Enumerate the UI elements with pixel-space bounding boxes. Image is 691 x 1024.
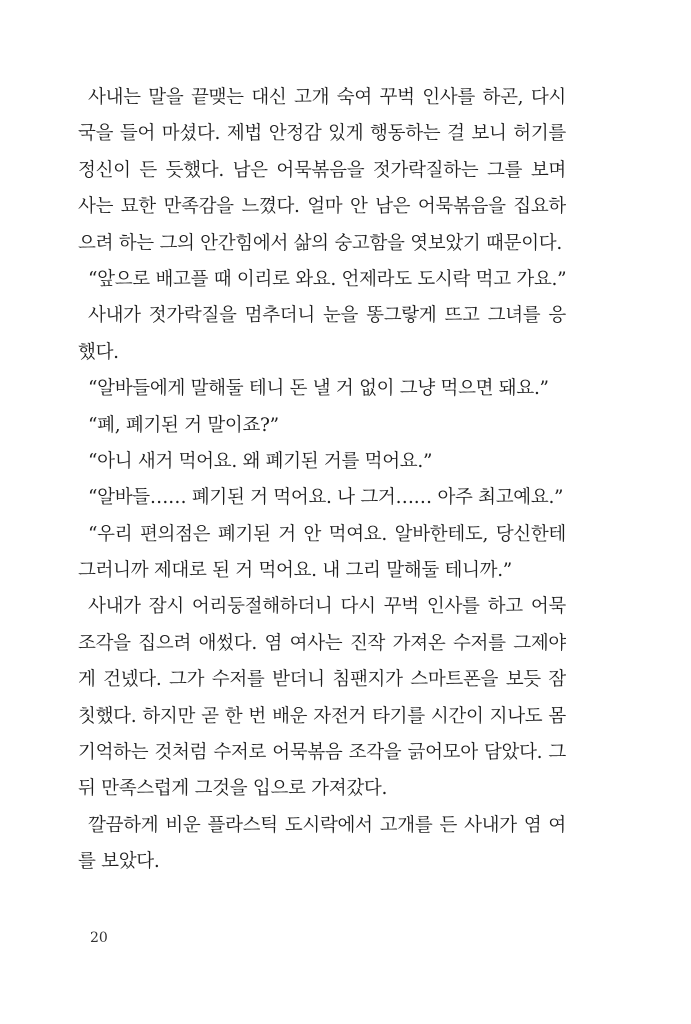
paragraph: [78, 517, 566, 590]
text-line: “우리 편의점은 폐기된 거 안 먹여요. 알바한테도, 당신한테: [88, 523, 566, 545]
text-line: 깔끔하게 비운 플라스틱 도시락에서 고개를 든 사내가 염 여: [88, 814, 566, 836]
paragraph: [78, 298, 566, 371]
text-line: 를 보았다.: [78, 851, 160, 873]
paragraph: [78, 808, 566, 881]
text-line: 했다.: [78, 341, 119, 363]
text-line: 사는 묘한 만족감을 느꼈다. 얼마 안 남은 어묵볶음을 집요하: [78, 196, 566, 218]
text-line: 사내가 젓가락질을 멈추더니 눈을 똥그랗게 뜨고 그녀를 응: [88, 305, 566, 327]
text-line: 칫했다. 하지만 곧 한 번 배운 자전거 타기를 시간이 지나도 몸: [78, 705, 566, 727]
text-line: “앞으로 배고플 때 이리로 와요. 언제라도 도시락 먹고 가요.”: [88, 268, 567, 290]
text-line: “폐, 폐기된 거 말이죠?”: [88, 414, 279, 436]
text-line: 게 건넸다. 그가 수저를 받더니 침팬지가 스마트폰을 보듯 잠: [78, 669, 566, 691]
text-line: 사내가 잠시 어리둥절해하더니 다시 꾸벅 인사를 하고 어묵: [88, 596, 566, 618]
text-line: 국을 들어 마셨다. 제법 안정감 있게 행동하는 걸 보니 허기를: [78, 123, 566, 145]
paragraph: [78, 589, 566, 807]
page-number: 20: [90, 930, 108, 946]
paragraph: [78, 480, 566, 516]
text-line: 기억하는 것처럼 수저로 어묵볶음 조각을 긁어모아 담았다. 그: [78, 742, 566, 764]
paragraph: [78, 444, 566, 480]
text-line: “알바들에게 말해둘 테니 돈 낼 거 없이 그냥 먹으면 돼요.”: [88, 378, 549, 400]
text-line: “알바들…… 폐기된 거 먹어요. 나 그거…… 아주 최고예요.”: [88, 487, 564, 509]
paragraph: [78, 262, 566, 298]
paragraph: [78, 408, 566, 444]
text-line: 조각을 집으려 애썼다. 염 여사는 진작 가져온 수저를 그제야: [78, 632, 566, 654]
paragraph: [78, 80, 566, 262]
text-line: 정신이 든 듯했다. 남은 어묵볶음을 젓가락질하는 그를 보며: [78, 159, 566, 181]
text-line: “아니 새거 먹어요. 왜 폐기된 거를 먹어요.”: [88, 450, 433, 472]
body-text: [78, 80, 566, 881]
text-line: 그러니까 제대로 된 거 먹어요. 내 그리 말해둘 테니까.”: [78, 560, 512, 582]
text-line: 사내는 말을 끝맺는 대신 고개 숙여 꾸벅 인사를 하곤, 다시: [88, 87, 566, 108]
paragraph: [78, 371, 566, 407]
text-line: 으려 하는 그의 안간힘에서 삶의 숭고함을 엿보았기 때문이다.: [78, 232, 562, 254]
text-line: 뒤 만족스럽게 그것을 입으로 가져갔다.: [78, 778, 388, 800]
